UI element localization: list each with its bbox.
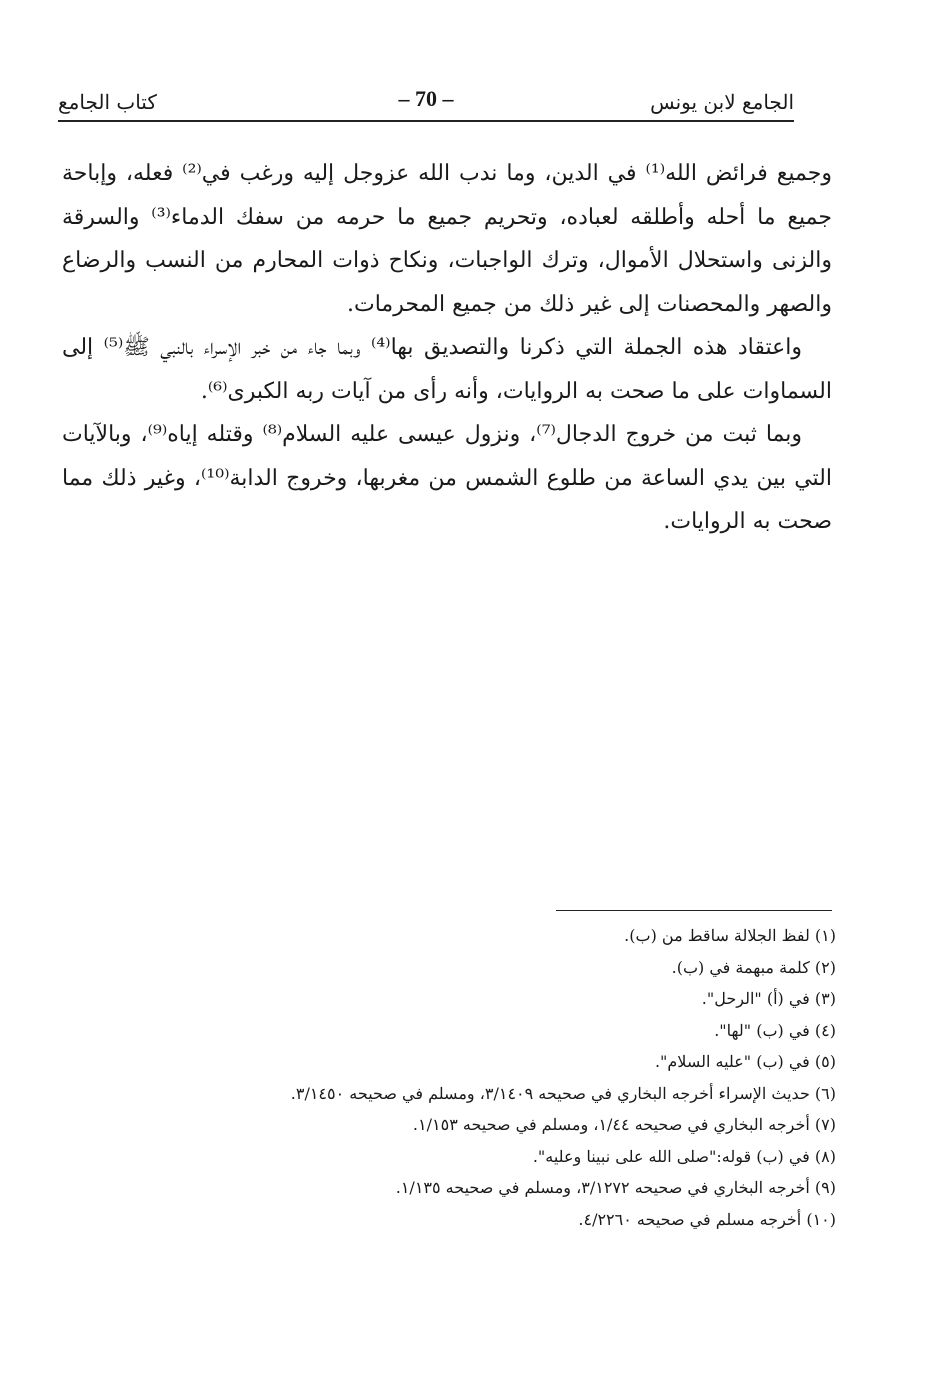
footnote-rule — [556, 910, 832, 911]
footnote-7: (٧) أخرجه البخاري في صحيحه ١/٤٤، ومسلم في صحيحه ١/١٥٣. — [412, 1115, 836, 1134]
footnote-3: (٣) في (أ) "الرحل". — [701, 989, 836, 1008]
section-title: كتاب الجامع — [58, 90, 157, 114]
paragraph-2: واعتقاد هذه الجملة التي ذكرنا والتصديق بها⁽⁴⁾ وبما جاء من خبر الإسراء بالنبي ﷺ⁽⁵⁾ إلى السماوات على ما صحت به الروايات، وأنه رأى من آيات ربه الكبرى⁽⁶⁾. — [62, 335, 832, 404]
page-number: – 70 – — [398, 86, 454, 111]
paragraph-3: وبما ثبت من خروج الدجال⁽⁷⁾، ونزول عيسى عليه السلام⁽⁸⁾ وقتله إياه⁽⁹⁾، وبالآيات التي بين يدي الساعة من طلوع الشمس من مغربها، وخروج الدابة⁽¹⁰⁾، وغير ذلك مما صحت به الروايات. — [62, 422, 832, 534]
book-title: الجامع لابن يونس — [650, 90, 794, 114]
footnote-1: (١) لفظ الجلالة ساقط من (ب). — [624, 926, 836, 945]
header-rule — [58, 120, 794, 122]
paragraph-1: وجميع فرائض الله⁽¹⁾ في الدين، وما ندب الله عزوجل إليه ورغب في⁽²⁾ فعله، وإباحة جميع ما أحله وأطلقه لعباده، وتحريم جميع ما حرمه من سفك الدماء⁽³⁾ والسرقة والزنى واستحلال الأموال، وترك الواجبات، ونكاح ذوات المحارم من النسب والرضاع والصهر والمحصنات إلى غير ذلك من جميع المحرمات. — [62, 161, 833, 317]
footnote-4: (٤) في (ب) "لها". — [714, 1020, 836, 1040]
footnote-8: (٨) في (ب) قوله:"صلى الله على نبينا وعليه". — [532, 1146, 836, 1166]
footnote-2: (٢) كلمة مبهمة في (ب). — [671, 957, 836, 977]
footnote-5: (٥) في (ب) "عليه السلام". — [654, 1052, 836, 1071]
footnote-10: (١٠) أخرجه مسلم في صحيحه ٤/٢٢٦٠. — [578, 1209, 836, 1229]
page-header — [58, 86, 794, 120]
footnote-6: (٦) حديث الإسراء أخرجه البخاري في صحيحه ٣/١٤٠٩، ومسلم في صحيحه ٣/١٤٥٠. — [290, 1083, 836, 1103]
footnotes — [150, 920, 836, 1235]
main-text — [62, 152, 832, 544]
footnote-9: (٩) أخرجه البخاري في صحيحه ٣/١٢٧٢، ومسلم في صحيحه ١/١٣٥. — [395, 1178, 836, 1197]
